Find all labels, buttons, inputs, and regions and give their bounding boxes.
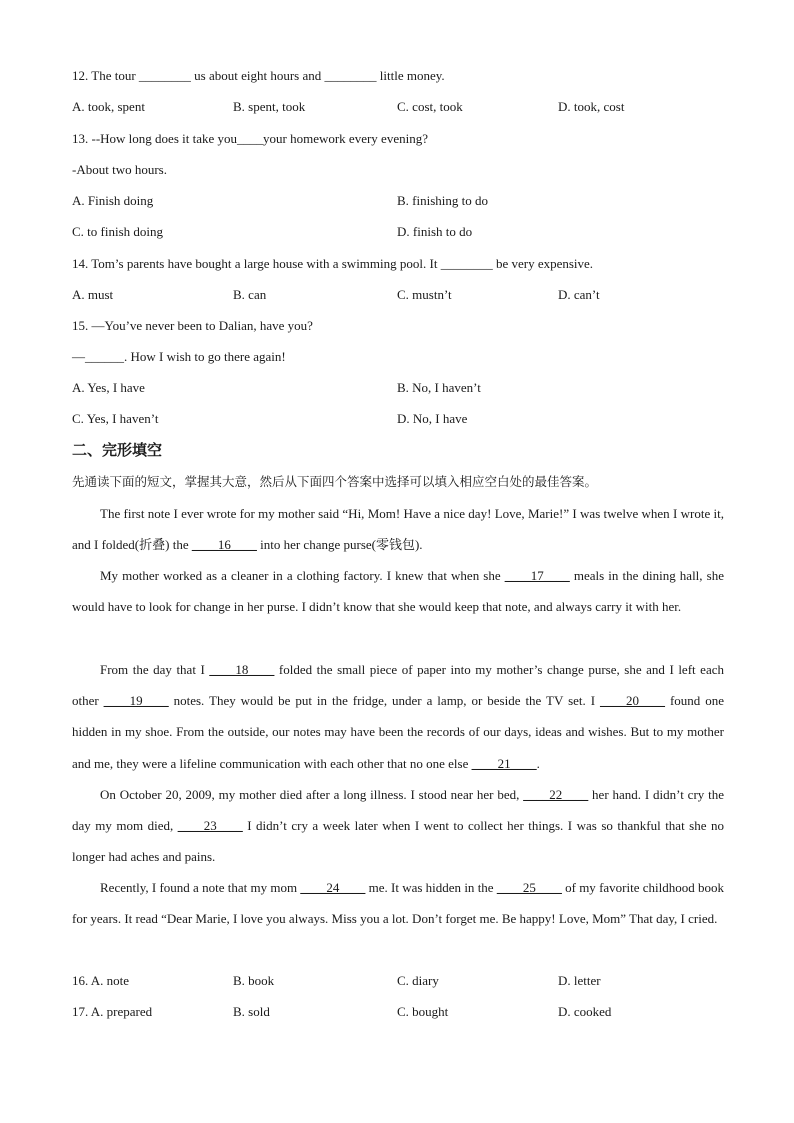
cloze-16-option-d: D. letter (558, 973, 601, 988)
question-15-option-c: C. Yes, I haven’t (72, 411, 159, 426)
question-13-option-d: D. finish to do (397, 224, 473, 239)
question-14-option-c: C. mustn’t (397, 287, 452, 302)
question-12-stem: 12. The tour ________ us about eight hours and ________ little money. (72, 68, 445, 83)
passage-text: her hand. I didn’t cry the day my mom died, (72, 787, 724, 834)
passage-text: From the day that I (100, 662, 210, 677)
cloze-16-option-b: B. book (233, 973, 275, 988)
cloze-17-option-a: 17. A. prepared (72, 1004, 153, 1019)
question-12-option-d: D. took, cost (558, 99, 625, 114)
passage-paragraph-5 (72, 872, 724, 934)
cloze-blank-21: ____21____ (471, 755, 537, 771)
cloze-16-option-c: C. diary (397, 973, 439, 988)
question-12-option-b: B. spent, took (233, 99, 306, 114)
question-13-option-b: B. finishing to do (397, 193, 489, 208)
passage-text: meals in the dining hall, she would have to look for change in her purse. I didn’t know that she would keep that note, and always carry it with her. (72, 568, 724, 615)
question-13-option-c: C. to finish doing (72, 224, 164, 239)
question-13-stem: 13. --How long does it take you____your homework every evening? (72, 131, 428, 146)
passage-text: found one hidden in my shoe. From the outside, our notes may have been the records of our days, ideas and wishes. But to my mother and me, they were a lifeline communication with each other that no one else (72, 693, 724, 771)
passage-paragraph-2 (72, 560, 724, 622)
question-14-stem: 14. Tom’s parents have bought a large house with a swimming pool. It ________ be very expensive. (72, 256, 594, 271)
cloze-blank-23: ____23____ (177, 818, 243, 834)
cloze-17-option-d: D. cooked (558, 1004, 612, 1019)
cloze-16-option-a: 16. A. note (72, 973, 130, 988)
passage-text: into her change purse(零钱包). (256, 537, 423, 553)
question-15-option-a: A. Yes, I have (72, 380, 145, 395)
cloze-blank-16: ____16____ (191, 537, 257, 553)
passage-paragraph-1 (72, 498, 724, 560)
question-12-option-c: C. cost, took (397, 99, 463, 114)
question-15-stem: 15. —You’ve never been to Dalian, have you? (72, 318, 313, 333)
question-15-reply: —______. How I wish to go there again! (72, 349, 286, 364)
question-13-reply: -About two hours. (72, 162, 167, 177)
section-instruction: 先通读下面的短文，掌握其大意，然后从下面四个答案中选择可以填入相应空白处的最佳答案。 (72, 474, 598, 489)
passage-text: I didn’t cry a week later when I went to collect her things. I was so thankful that she no longer had aches and pains. (72, 818, 724, 865)
cloze-blank-17: ____17____ (504, 568, 570, 583)
question-14-option-d: D. can’t (558, 287, 600, 302)
question-14-option-a: A. must (72, 287, 114, 302)
passage-text: . (536, 755, 540, 771)
cloze-17-option-b: B. sold (233, 1004, 270, 1019)
cloze-blank-20: ____20____ (600, 693, 665, 709)
cloze-17-option-c: C. bought (397, 1004, 449, 1019)
cloze-blank-18: ____18____ (209, 662, 275, 677)
cloze-blank-19: ____19____ (103, 693, 169, 709)
passage-text: On October 20, 2009, my mother died after a long illness. I stood near her bed, (100, 787, 524, 802)
question-15-option-d: D. No, I have (397, 411, 468, 426)
cloze-blank-25: ____25____ (496, 880, 562, 895)
question-15-option-b: B. No, I haven’t (397, 380, 481, 395)
section-title: 二、完形填空 (72, 441, 163, 459)
cloze-blank-24: ____24____ (300, 880, 366, 895)
passage-text: me. It was hidden in the (365, 880, 497, 895)
passage-text: My mother worked as a cleaner in a clothing factory. I knew that when she (100, 568, 505, 583)
cloze-blank-22: ____22____ (523, 787, 589, 802)
question-13-option-a: A. Finish doing (72, 193, 154, 208)
question-12-option-a: A. took, spent (72, 99, 145, 114)
passage-text: The first note I ever wrote for my mother said “Hi, Mom! Have a nice day! Love, Marie!” I was twelve when I wrote it, and I folded(折叠) the (72, 506, 724, 553)
question-14-option-b: B. can (233, 287, 267, 302)
passage-paragraph-3 (72, 654, 724, 779)
passage-text: of my favorite childhood book for years. It read “Dear Marie, I love you always. Miss you a lot. Don’t forget me. Be happy! Love, Mom” That day, I cried. (72, 880, 725, 927)
passage-paragraph-4 (72, 779, 724, 873)
passage-text: notes. They would be put in the fridge, under a lamp, or beside the TV set. I (168, 693, 600, 709)
passage-text: folded the small piece of paper into my mother’s change purse, she and I left each other (72, 662, 724, 709)
passage-text: Recently, I found a note that my mom (100, 880, 301, 895)
